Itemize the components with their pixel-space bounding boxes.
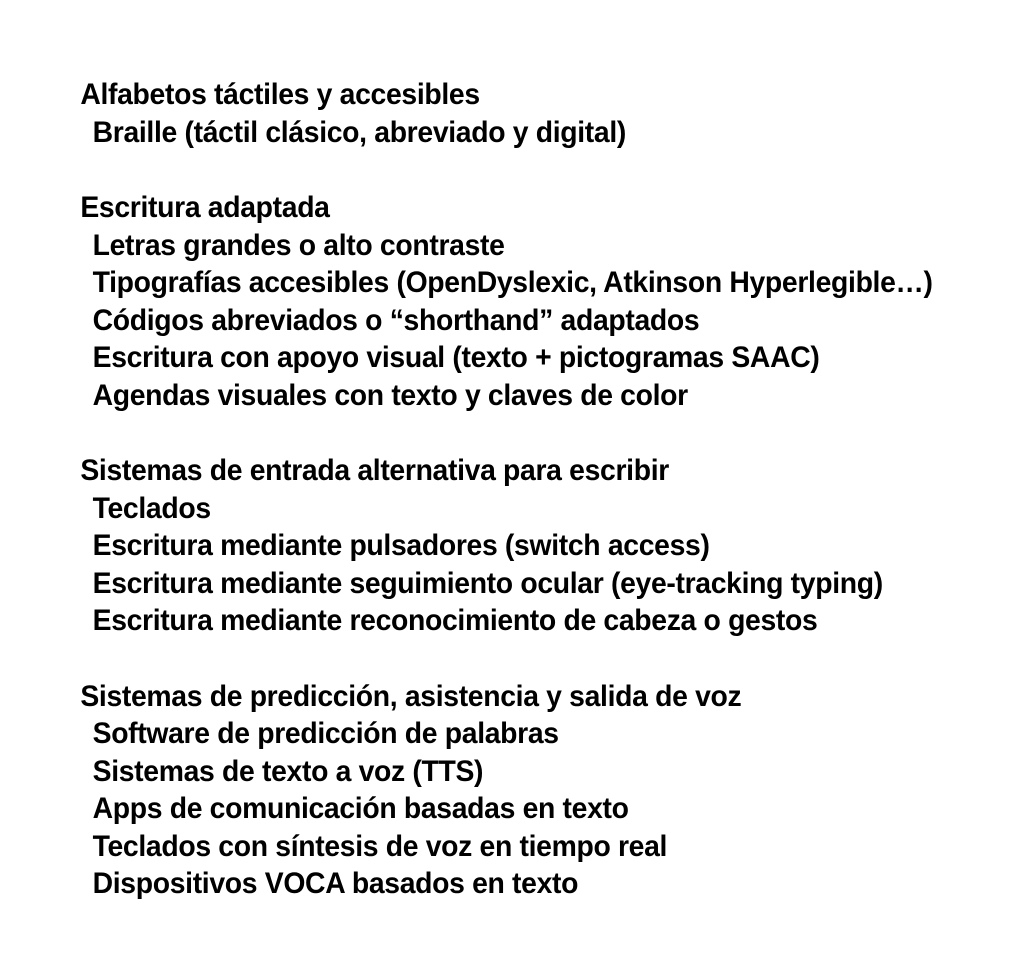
outline-section	[0, 76, 1024, 151]
section-item: Escritura mediante pulsadores (switch access)	[92, 529, 710, 562]
outline-section	[0, 189, 1024, 414]
section-item: Software de predicción de palabras	[92, 717, 559, 750]
outline-section	[0, 678, 1024, 903]
section-item: Escritura mediante reconocimiento de cabeza o gestos	[92, 604, 818, 637]
section-item: Teclados	[92, 491, 211, 525]
section-heading: Sistemas de entrada alternativa para escribir	[80, 454, 669, 487]
section-item: Braille (táctil clásico, abreviado y digital)	[92, 115, 627, 149]
section-item: Teclados con síntesis de voz en tiempo real	[92, 829, 668, 863]
section-item: Apps de comunicación basadas en texto	[92, 792, 629, 825]
section-item: Códigos abreviados o “shorthand” adaptados	[92, 303, 700, 337]
section-item: Escritura con apoyo visual (texto + pictogramas SAAC)	[92, 341, 820, 374]
section-heading: Alfabetos táctiles y accesibles	[80, 78, 480, 111]
section-item: Sistemas de texto a voz (TTS)	[92, 754, 484, 788]
section-item: Dispositivos VOCA basados en texto	[92, 867, 579, 900]
section-item: Escritura mediante seguimiento ocular (eye-tracking typing)	[92, 566, 883, 600]
section-item: Agendas visuales con texto y claves de color	[92, 378, 688, 412]
outline-section	[0, 452, 1024, 640]
section-item: Letras grandes o alto contraste	[92, 228, 505, 262]
section-item: Tipografías accesibles (OpenDyslexic, Atkinson Hyperlegible…)	[92, 266, 933, 299]
section-heading: Sistemas de predicción, asistencia y salida de voz	[80, 679, 742, 713]
section-heading: Escritura adaptada	[80, 191, 330, 224]
